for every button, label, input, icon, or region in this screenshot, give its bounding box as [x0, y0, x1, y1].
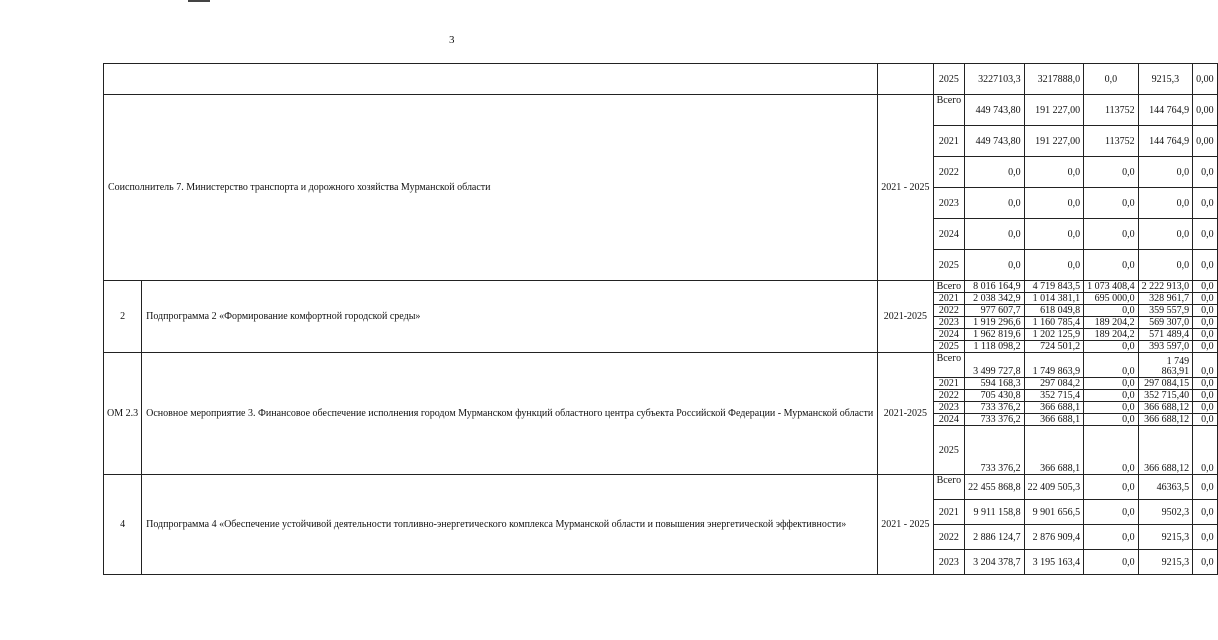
- value-cell: 0,0: [1084, 305, 1139, 317]
- value-cell: 0,0: [1084, 475, 1139, 500]
- value-cell: 2 038 342,9: [965, 293, 1025, 305]
- subprogram-label: Подпрограмма 4 «Обеспечение устойчивой деятельности топливно-энергетического комплекса Мурманской области и повышения энергетической эффективности»: [142, 475, 878, 575]
- value-line: 863,91: [1161, 366, 1190, 377]
- value-cell: 113752: [1084, 126, 1139, 157]
- period-cell: 2021 - 2025: [878, 95, 933, 281]
- value-cell: 0,0: [1193, 317, 1218, 329]
- value-cell: 189 204,2: [1084, 317, 1139, 329]
- table-row: [104, 95, 1218, 126]
- value-cell: 0,0: [1084, 402, 1139, 414]
- value-cell: 0,0: [1193, 329, 1218, 341]
- value-cell: 594 168,3: [965, 378, 1025, 390]
- value-cell: 1 919 296,6: [965, 317, 1025, 329]
- value-cell: 297 084,2: [1024, 378, 1084, 390]
- value-cell: 144 764,9: [1138, 126, 1193, 157]
- value-cell: 8 016 164,9: [965, 281, 1025, 293]
- measure-label: Основное мероприятие 3. Финансовое обеспечение исполнения городом Мурманском функций областного центра субъекта Российской Федерации - Мурманской области: [142, 353, 878, 475]
- year-cell: 2022: [933, 390, 965, 402]
- row-number: 2: [104, 281, 142, 353]
- value-cell: 449 743,80: [965, 126, 1025, 157]
- year-cell: 2022: [933, 525, 965, 550]
- year-cell: Всего: [933, 353, 965, 378]
- value-cell: 0,0: [1084, 250, 1139, 281]
- value-cell: 0,0: [1024, 157, 1084, 188]
- value-cell: 9502,3: [1138, 500, 1193, 525]
- value-cell: 1 014 381,1: [1024, 293, 1084, 305]
- value-cell: 352 715,4: [1024, 390, 1084, 402]
- value-cell: 3 204 378,7: [965, 550, 1025, 575]
- value-cell: 0,0: [965, 188, 1025, 219]
- value-cell: 0,0: [1084, 341, 1139, 353]
- year-cell: 2021: [933, 378, 965, 390]
- year-cell: 2023: [933, 188, 965, 219]
- year-cell: Всего: [933, 281, 965, 293]
- value-cell: 0,0: [1084, 64, 1139, 95]
- value-cell: 366 688,1: [1024, 402, 1084, 414]
- value-cell: 22 455 868,8: [965, 475, 1025, 500]
- value-cell: 3 195 163,4: [1024, 550, 1084, 575]
- value-cell: 977 607,7: [965, 305, 1025, 317]
- value-cell: 695 000,0: [1084, 293, 1139, 305]
- value-cell: 0,0: [1084, 500, 1139, 525]
- value-cell: 0,0: [1024, 250, 1084, 281]
- value-cell: 0,0: [1084, 219, 1139, 250]
- value-cell: 0,0: [1084, 188, 1139, 219]
- page-number: 3: [449, 34, 455, 46]
- value-cell: 393 597,0: [1138, 341, 1193, 353]
- value-cell: 0,0: [1138, 188, 1193, 219]
- value-cell: 1 118 098,2: [965, 341, 1025, 353]
- value-cell: 366 688,12: [1138, 402, 1193, 414]
- value-cell: 191 227,00: [1024, 95, 1084, 126]
- year-cell: 2021: [933, 293, 965, 305]
- year-cell: 2024: [933, 329, 965, 341]
- year-cell: 2023: [933, 550, 965, 575]
- year-cell: 2025: [933, 64, 965, 95]
- value-cell: 0,0: [1084, 353, 1139, 378]
- value-cell: 9215,3: [1138, 64, 1193, 95]
- value-cell: 0,0: [1084, 550, 1139, 575]
- budget-table: [103, 63, 1218, 575]
- value-cell: 2 876 909,4: [1024, 525, 1084, 550]
- value-cell: 569 307,0: [1138, 317, 1193, 329]
- value-cell: [1138, 353, 1193, 378]
- value-cell: 0,0: [1024, 219, 1084, 250]
- value-cell: 0,0: [1084, 378, 1139, 390]
- value-cell: 2 222 913,0: [1138, 281, 1193, 293]
- value-cell: 0,0: [1193, 475, 1218, 500]
- year-cell: 2025: [933, 341, 965, 353]
- value-cell: 733 376,2: [965, 426, 1025, 475]
- value-cell: 366 688,12: [1138, 414, 1193, 426]
- value-cell: 0,0: [965, 157, 1025, 188]
- value-cell: 733 376,2: [965, 414, 1025, 426]
- year-cell: 2021: [933, 126, 965, 157]
- year-cell: 2023: [933, 402, 965, 414]
- value-cell: 0,0: [1193, 525, 1218, 550]
- value-cell: 705 430,8: [965, 390, 1025, 402]
- value-cell: 0,0: [1084, 426, 1139, 475]
- empty-cell: [878, 64, 933, 95]
- value-cell: 189 204,2: [1084, 329, 1139, 341]
- value-line: 1 749: [1166, 356, 1190, 367]
- row-number: 4: [104, 475, 142, 575]
- value-cell: 9 901 656,5: [1024, 500, 1084, 525]
- year-cell: Всего: [933, 95, 965, 126]
- value-cell: 1 160 785,4: [1024, 317, 1084, 329]
- year-cell: Всего: [933, 475, 965, 500]
- value-cell: 366 688,1: [1024, 414, 1084, 426]
- value-cell: 4 719 843,5: [1024, 281, 1084, 293]
- value-cell: 191 227,00: [1024, 126, 1084, 157]
- value-cell: 0,0: [1193, 293, 1218, 305]
- value-cell: 22 409 505,3: [1024, 475, 1084, 500]
- table-row: [104, 353, 1218, 378]
- value-cell: 0,0: [1193, 390, 1218, 402]
- value-cell: 359 557,9: [1138, 305, 1193, 317]
- value-cell: 9 911 158,8: [965, 500, 1025, 525]
- top-rule-mark: [188, 0, 210, 2]
- value-cell: 0,0: [1084, 157, 1139, 188]
- value-cell: 0,0: [1138, 157, 1193, 188]
- value-cell: 297 084,15: [1138, 378, 1193, 390]
- value-cell: 0,0: [1193, 500, 1218, 525]
- value-cell: 0,0: [1193, 188, 1218, 219]
- value-cell: 144 764,9: [1138, 95, 1193, 126]
- value-cell: 366 688,1: [1024, 426, 1084, 475]
- value-cell: 1 962 819,6: [965, 329, 1025, 341]
- value-cell: 0,0: [1193, 250, 1218, 281]
- value-cell: 0,0: [965, 219, 1025, 250]
- value-cell: 1 749 863,9: [1024, 353, 1084, 378]
- value-cell: 46363,5: [1138, 475, 1193, 500]
- value-cell: 0,0: [1193, 281, 1218, 293]
- value-cell: 0,00: [1193, 95, 1218, 126]
- year-cell: 2022: [933, 157, 965, 188]
- row-number: ОМ 2.3: [104, 353, 142, 475]
- value-cell: 328 961,7: [1138, 293, 1193, 305]
- value-cell: 113752: [1084, 95, 1139, 126]
- value-cell: 0,0: [1193, 219, 1218, 250]
- value-cell: 3227103,3: [965, 64, 1025, 95]
- value-cell: 0,0: [1138, 250, 1193, 281]
- year-cell: 2023: [933, 317, 965, 329]
- year-cell: 2024: [933, 219, 965, 250]
- value-cell: 0,0: [1084, 414, 1139, 426]
- value-cell: 1 073 408,4: [1084, 281, 1139, 293]
- year-cell: 2024: [933, 414, 965, 426]
- value-cell: 0,0: [1193, 353, 1218, 378]
- year-cell: 2025: [933, 426, 965, 475]
- table-row: [104, 64, 1218, 95]
- value-cell: 3217888,0: [1024, 64, 1084, 95]
- value-cell: 2 886 124,7: [965, 525, 1025, 550]
- value-cell: 366 688,12: [1138, 426, 1193, 475]
- period-cell: 2021-2025: [878, 281, 933, 353]
- value-cell: 0,0: [1084, 525, 1139, 550]
- value-cell: 0,0: [1193, 157, 1218, 188]
- value-cell: 724 501,2: [1024, 341, 1084, 353]
- value-cell: 0,0: [1024, 188, 1084, 219]
- value-cell: 1 202 125,9: [1024, 329, 1084, 341]
- table-row: [104, 281, 1218, 293]
- value-cell: 0,00: [1193, 64, 1218, 95]
- value-cell: 571 489,4: [1138, 329, 1193, 341]
- value-cell: 0,0: [1084, 390, 1139, 402]
- value-cell: 0,0: [1193, 305, 1218, 317]
- value-cell: 0,0: [1193, 402, 1218, 414]
- value-cell: 0,0: [1193, 414, 1218, 426]
- table-row: [104, 475, 1218, 500]
- value-cell: 0,0: [1193, 426, 1218, 475]
- year-cell: 2025: [933, 250, 965, 281]
- empty-cell: [104, 64, 878, 95]
- value-cell: 0,0: [965, 250, 1025, 281]
- executor-label: Соисполнитель 7. Министерство транспорта и дорожного хозяйства Мурманской области: [104, 95, 878, 281]
- period-cell: 2021-2025: [878, 353, 933, 475]
- value-cell: 0,0: [1193, 378, 1218, 390]
- value-cell: 9215,3: [1138, 525, 1193, 550]
- value-cell: 9215,3: [1138, 550, 1193, 575]
- value-cell: 449 743,80: [965, 95, 1025, 126]
- year-cell: 2021: [933, 500, 965, 525]
- value-cell: 3 499 727,8: [965, 353, 1025, 378]
- value-cell: 0,0: [1193, 550, 1218, 575]
- value-cell: 618 049,8: [1024, 305, 1084, 317]
- value-cell: 0,00: [1193, 126, 1218, 157]
- value-cell: 352 715,40: [1138, 390, 1193, 402]
- period-cell: 2021 - 2025: [878, 475, 933, 575]
- year-cell: 2022: [933, 305, 965, 317]
- value-cell: 0,0: [1193, 341, 1218, 353]
- value-cell: 0,0: [1138, 219, 1193, 250]
- subprogram-label: Подпрограмма 2 «Формирование комфортной городской среды»: [142, 281, 878, 353]
- value-cell: 733 376,2: [965, 402, 1025, 414]
